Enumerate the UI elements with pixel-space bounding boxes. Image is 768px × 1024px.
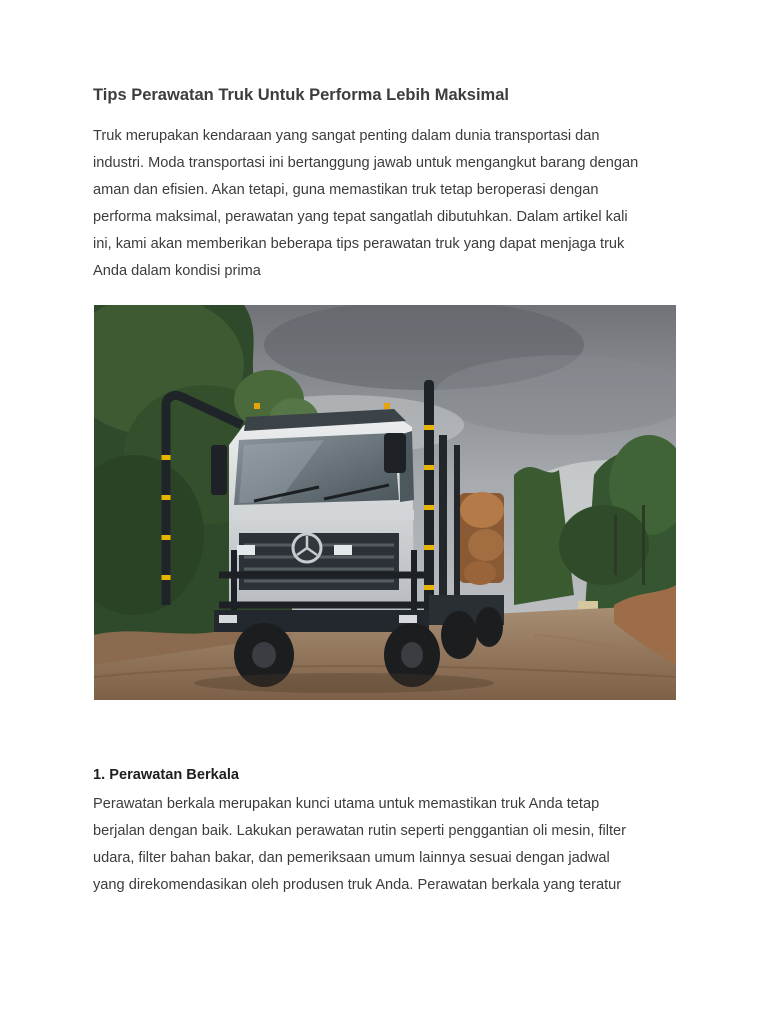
truck-photo [94, 305, 676, 700]
intro-paragraph [93, 123, 693, 284]
intro-line: Truk merupakan kendaraan yang sangat penting dalam dunia transportasi dan [93, 128, 600, 144]
intro-line: industri. Moda transportasi ini bertanggung jawab untuk mengangkut barang dengan [93, 154, 639, 171]
intro-line: Anda dalam kondisi prima [93, 262, 261, 279]
intro-line: aman dan efisien. Akan tetapi, guna memastikan truk tetap beroperasi dengan [93, 181, 599, 198]
section-heading: 1. Perawatan Berkala [93, 767, 240, 783]
intro-line: ini, kami akan memberikan beberapa tips perawatan truk yang dapat menjaga truk [93, 235, 625, 252]
intro-line: performa maksimal, perawatan yang tepat sangatlah dibutuhkan. Dalam artikel kali [93, 208, 628, 225]
section-paragraph [93, 791, 693, 899]
section-line: berjalan dengan baik. Lakukan perawatan rutin seperti penggantian oli mesin, filter [93, 822, 627, 839]
section-line: Perawatan berkala merupakan kunci utama untuk memastikan truk Anda tetap [93, 796, 600, 812]
article-title: Tips Perawatan Truk Untuk Performa Lebih Maksimal [93, 86, 509, 104]
section-line: udara, filter bahan bakar, dan pemeriksaan umum lainnya sesuai dengan jadwal [93, 849, 610, 866]
section-line: yang direkomendasikan oleh produsen truk Anda. Perawatan berkala yang teratur [93, 876, 622, 893]
